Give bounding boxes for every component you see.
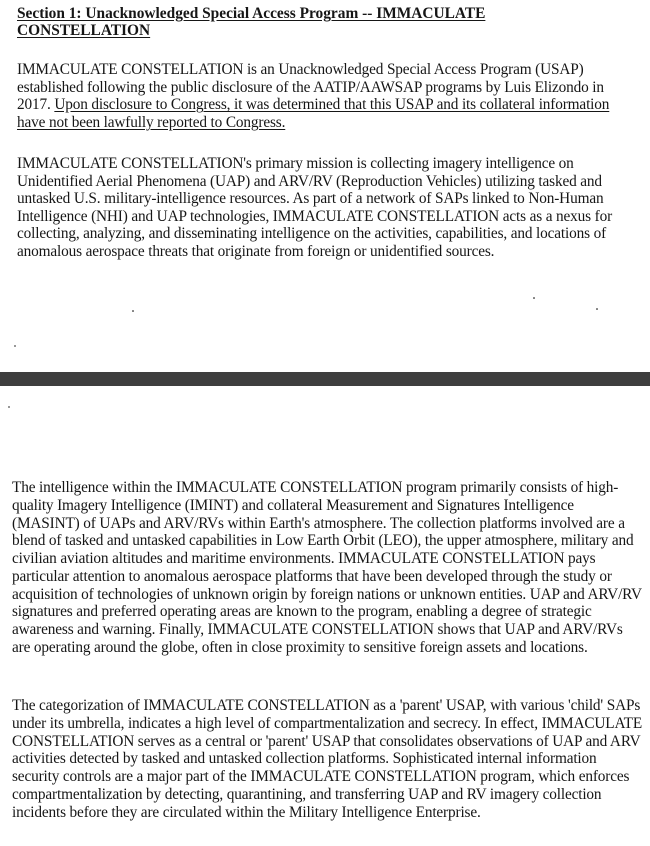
- paragraph-intelligence-collection: The intelligence within the IMMACULATE CONSTELLATION program primarily consists of high-quality Imagery Intelligence (IMINT) and collateral Measurement and Signatures Intelligence (MASINT) of UAPs and ARV/RVs within Earth's atmosphere. The collection platforms involved are a blend of tasked and untasked capabilities in Low Earth Orbit (LEO), the upper atmosphere, military and civilian aviation altitudes and maritime environments. IMMACULATE CONSTELLATION pays particular attention to anomalous aerospace platforms that have been developed through the study or acquisition of technologies of unknown origin by foreign nations or unknown entities. UAP and ARV/RV signatures and preferred operating areas are known to the program, enabling a degree of strategic awareness and warning. Finally, IMMACULATE CONSTELLATION shows that UAP and ARV/RVs are operating around the globe, often in close proximity to sensitive foreign assets and locations.: [12, 479, 642, 656]
- paragraph-primary-mission: IMMACULATE CONSTELLATION's primary mission is collecting imagery intelligence on Unidentified Aerial Phenomena (UAP) and ARV/RV (Reproduction Vehicles) utilizing tasked and untasked U.S. military-intelligence resources. As part of a network of SAPs linked to Non-Human Intelligence (NHI) and UAP technologies, IMMACULATE CONSTELLATION acts as a nexus for collecting, analyzing, and disseminating intelligence on the activities, capabilities, and locations of anomalous aerospace threats that originate from foreign or unidentified sources.: [17, 155, 613, 260]
- paragraph-usap-establishment-text: IMMACULATE CONSTELLATION is an Unacknowledged Special Access Program (USAP) established following the public disclosure of the AATIP/AAWSAP programs by Luis Elizondo in 2017.: [17, 61, 604, 114]
- scan-speck: [14, 345, 16, 347]
- scan-speck: [8, 406, 10, 408]
- scan-speck: [596, 308, 598, 310]
- paragraph-usap-establishment: [17, 61, 639, 131]
- document-page-top: [0, 0, 650, 372]
- scan-speck: [533, 297, 535, 299]
- paragraph-usap-establishment-underlined: Upon disclosure to Congress, it was determined that this USAP and its collateral information have not been lawfully reported to Congress.: [17, 96, 610, 131]
- page-break: [0, 372, 650, 386]
- document-page-bottom: [0, 386, 650, 846]
- section-heading: Section 1: Unacknowledged Special Access Program -- IMMACULATE CONSTELLATION: [17, 5, 486, 39]
- scan-speck: [132, 310, 134, 312]
- paragraph-parent-usap-categorization: The categorization of IMMACULATE CONSTELLATION as a 'parent' USAP, with various 'child' SAPs under its umbrella, indicates a high level of compartmentalization and secrecy. In effect, IMMACULATE CONSTELLATION serves as a central or 'parent' USAP that consolidates observations of UAP and ARV activities detected by tasked and untasked collection platforms. Sophisticated internal information security controls are a major part of the IMMACULATE CONSTELLATION program, which enforces compartmentalization by detecting, quarantining, and transferring UAP and RV imagery collection incidents before they are circulated within the Military Intelligence Enterprise.: [12, 697, 643, 821]
